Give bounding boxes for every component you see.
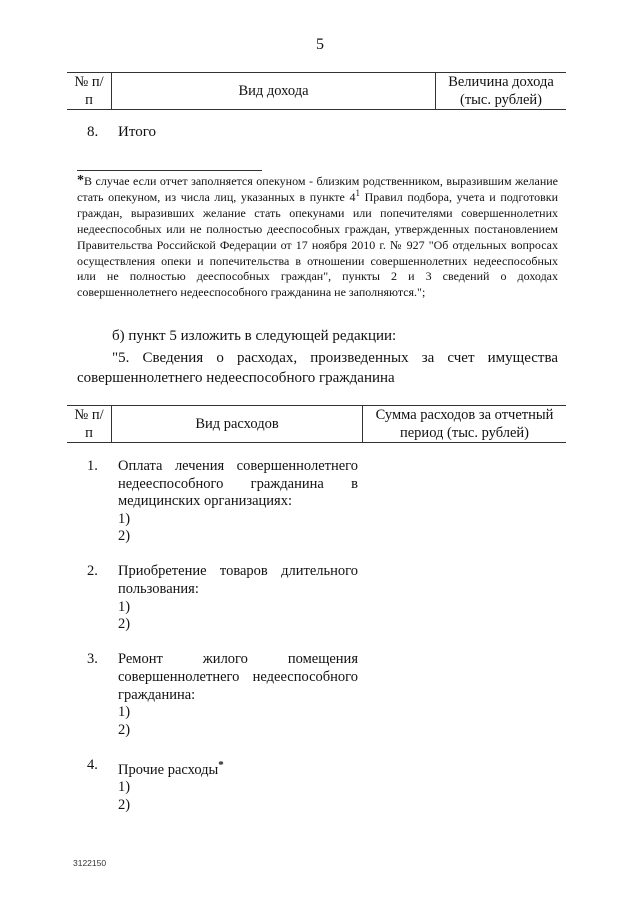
item-text: Оплата лечения совершеннолетнего недееспособного гражданина в медицинских организациях: bbox=[118, 458, 358, 510]
item-text: Ремонт жилого помещения совершеннолетнего недееспособного гражданина: bbox=[118, 651, 358, 703]
page-number: 5 bbox=[316, 36, 324, 53]
section-5-heading: "5. Сведения о расходах, произведенных за счет имущества совершеннолетнего недееспособного гражданина bbox=[77, 350, 558, 386]
item-subline: 1) bbox=[118, 779, 131, 796]
total-row-label: Итого bbox=[118, 124, 156, 140]
footnote-superscript: 1 bbox=[355, 187, 360, 198]
footnote-divider bbox=[77, 170, 262, 171]
item-number: 1. bbox=[87, 458, 98, 474]
item-text: Приобретение товаров длительного пользования: bbox=[118, 563, 358, 598]
col-income-amount-header: Величина дохода (тыс. рублей) bbox=[436, 73, 567, 110]
list-item bbox=[77, 757, 377, 815]
item-subline: 1) bbox=[118, 598, 131, 615]
col-num-header: № п/п bbox=[67, 73, 112, 110]
footnote-text-before: В случае если отчет заполняется опекуном - близким родственником, выразившим желание стать опекуном, из числа лиц, указанных в пункте 4 bbox=[77, 174, 558, 204]
document-id: 3122150 bbox=[73, 858, 107, 868]
list-item bbox=[77, 563, 377, 633]
col-expense-amount-header: Сумма расходов за отчетный период (тыс. рублей) bbox=[363, 406, 567, 443]
item-number: 2. bbox=[87, 563, 98, 580]
col-num-header: № п/п bbox=[67, 406, 112, 443]
expense-items-list bbox=[77, 458, 377, 832]
item-subline: 1) bbox=[118, 704, 131, 721]
col-income-type-header: Вид дохода bbox=[112, 73, 436, 110]
item-subline: 1) bbox=[118, 510, 131, 527]
item-number: 3. bbox=[87, 651, 98, 668]
item-number: 4. bbox=[87, 756, 98, 773]
item-subline: 2) bbox=[118, 796, 131, 813]
expense-table-header bbox=[67, 405, 566, 443]
list-item bbox=[77, 651, 377, 739]
income-table-header bbox=[67, 72, 566, 110]
footnote-marker: * bbox=[77, 173, 84, 188]
total-row bbox=[87, 124, 156, 141]
item-subline: 2) bbox=[118, 721, 131, 738]
item-subline: 2) bbox=[118, 616, 131, 633]
amendment-paragraph-b: б) пункт 5 изложить в следующей редакции: bbox=[112, 328, 397, 344]
col-expense-type-header: Вид расходов bbox=[112, 406, 363, 443]
footnote bbox=[77, 174, 558, 301]
list-item bbox=[77, 458, 377, 546]
item-subline: 2) bbox=[118, 528, 131, 545]
item-text bbox=[118, 757, 358, 779]
item-footnote-marker: * bbox=[218, 758, 224, 771]
footnote-text-after: Правил подбора, учета и подготовки граждан, выразивших желание стать опекунами или попечителями совершеннолетних недееспособных или не полностью дееспособных граждан, утвержденных постановлением Правительства Российской Федерации от 17 ноября 2010 г. № 927 "Об отдельных вопросах осуществления опеки и попечительства в отношении совершеннолетних недееспособных или не полностью дееспособных граждан", пункты 2 и 3 сведений о доходах совершеннолетнего недееспособного гражданина не заполняются."; bbox=[77, 189, 558, 300]
item-text-label: Прочие расходы bbox=[118, 761, 219, 778]
total-row-number: 8. bbox=[87, 124, 99, 140]
